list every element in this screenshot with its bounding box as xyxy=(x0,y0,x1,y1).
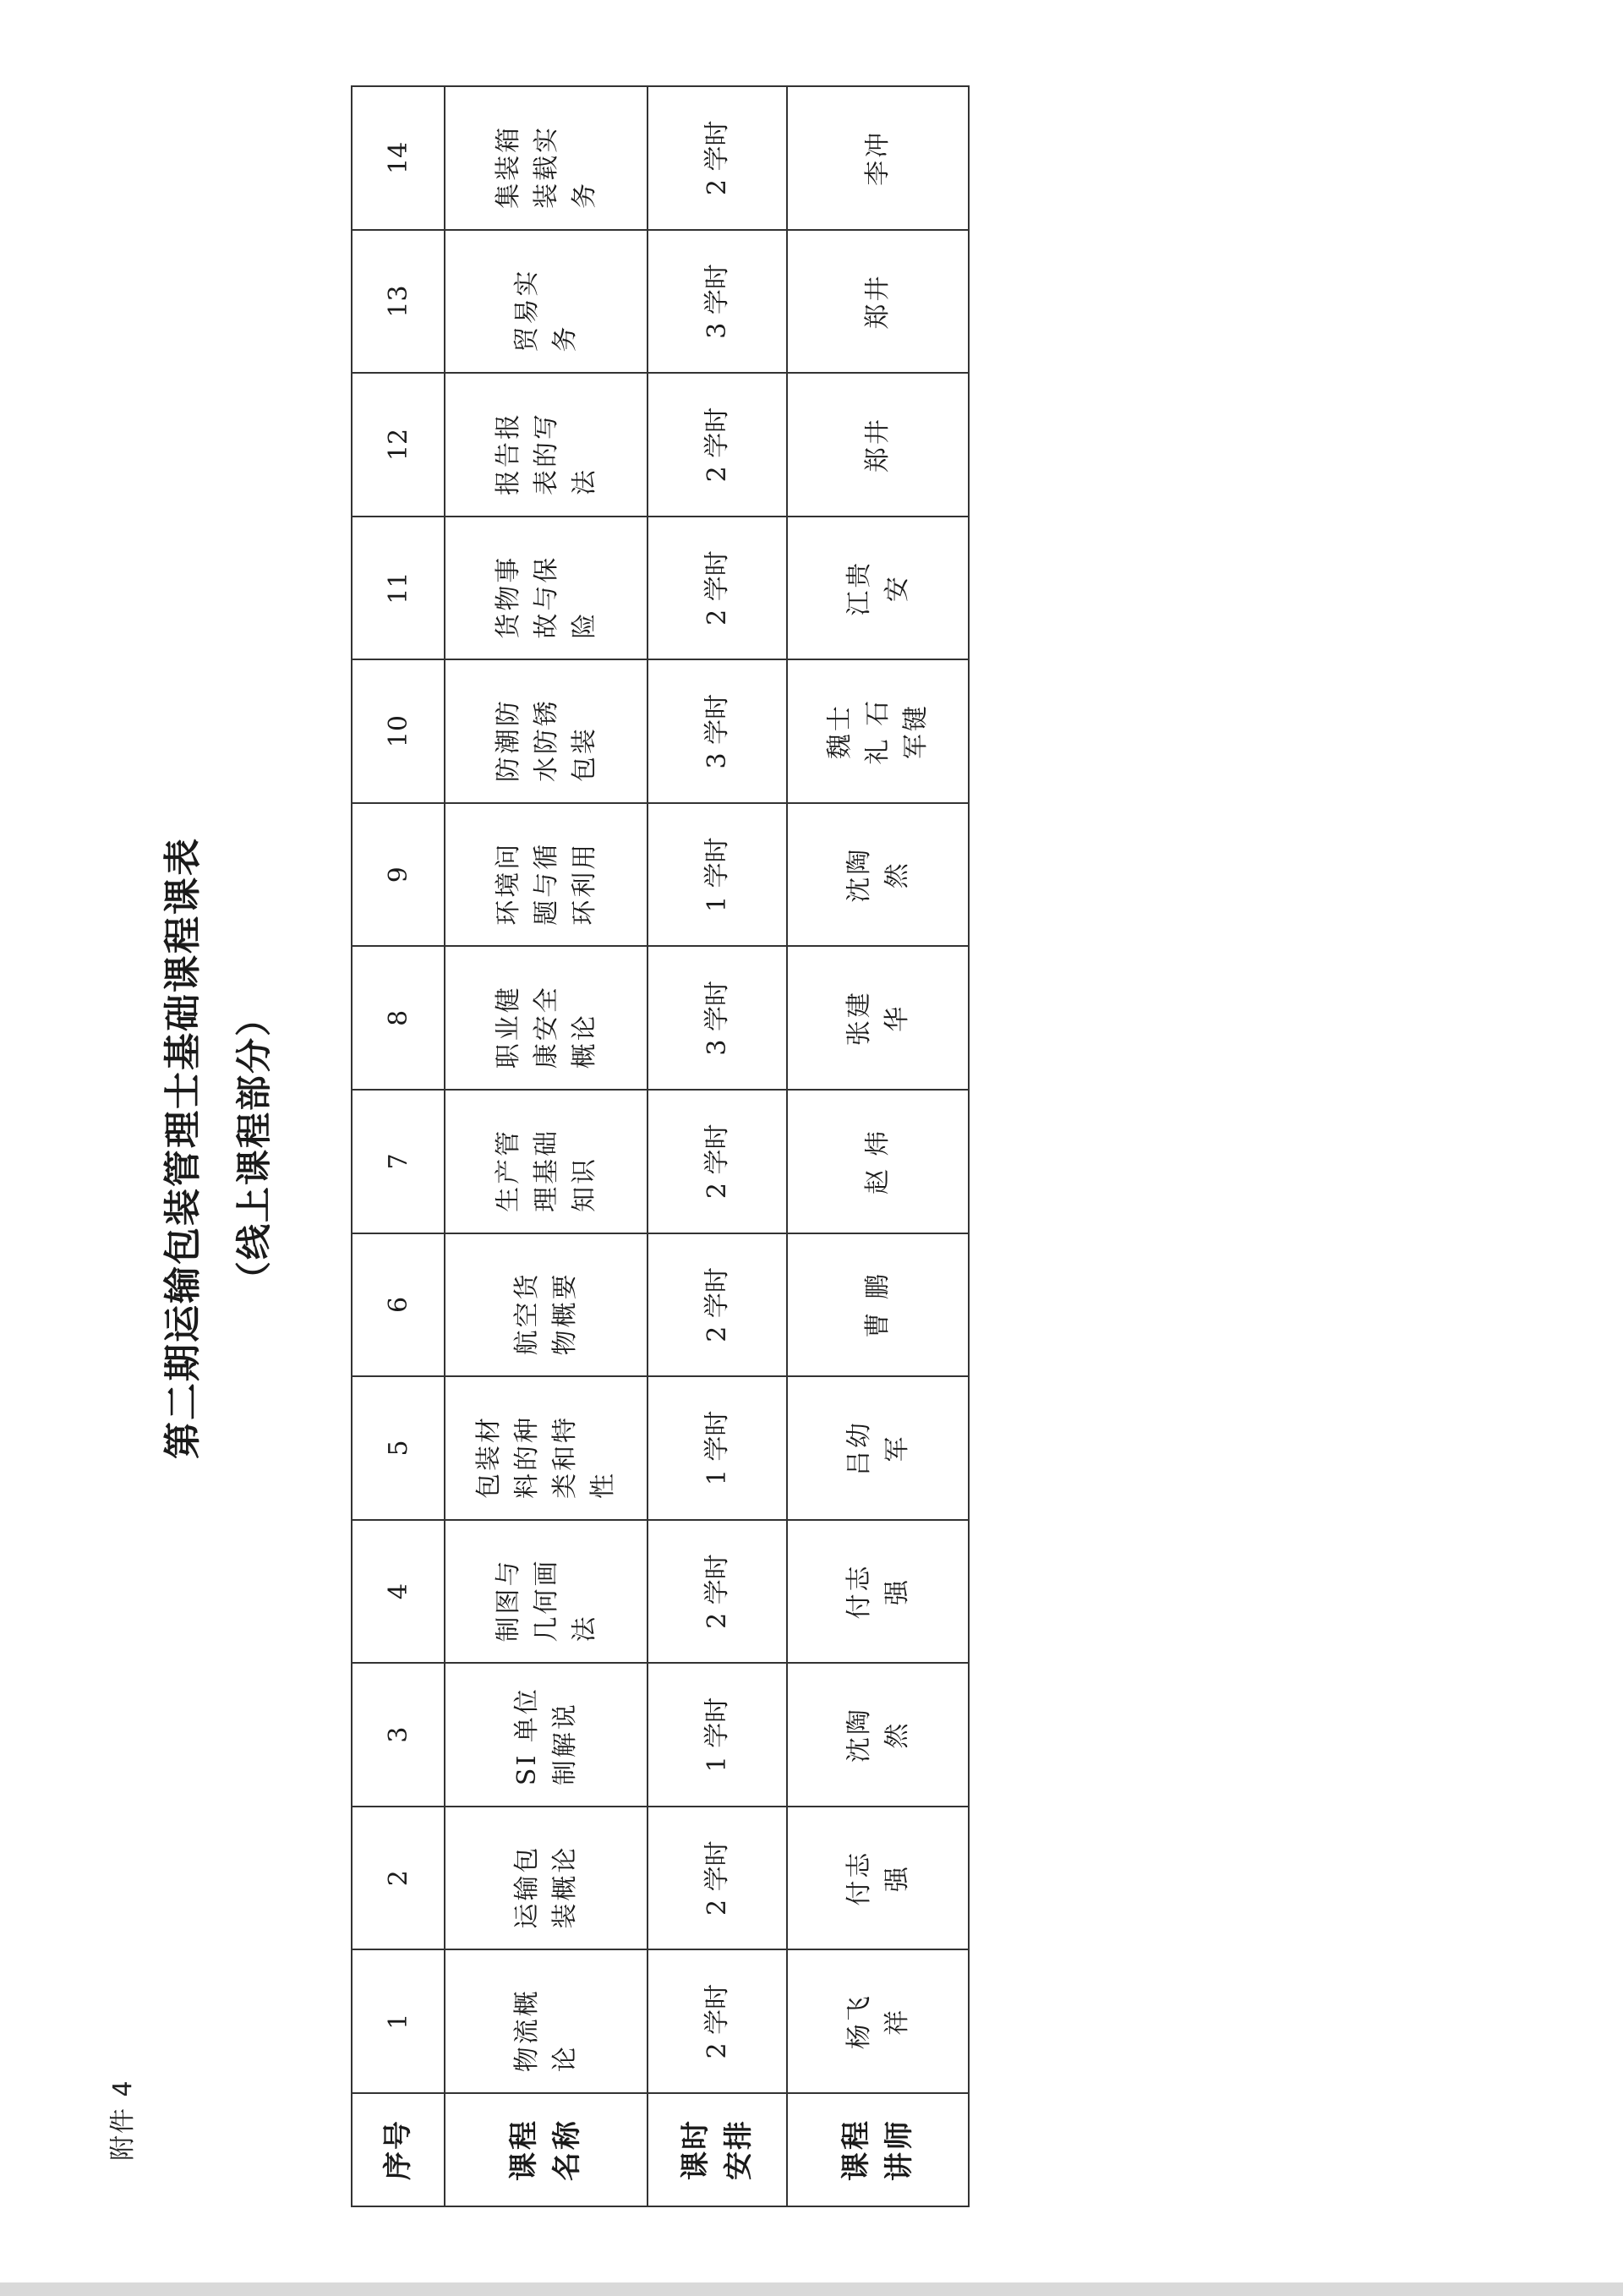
course-name-cell-text: 防潮防水防锈包装 xyxy=(493,698,599,783)
teacher-cell-text: 沈陶然 xyxy=(844,846,912,903)
course-name-cell xyxy=(445,1520,648,1664)
number-cell: 6 xyxy=(352,1233,445,1377)
course-name-cell xyxy=(445,86,648,230)
hours-cell: 2 学时 xyxy=(648,86,787,230)
teacher-cell-text: 郑井 xyxy=(863,273,893,330)
teacher-cell xyxy=(787,1663,969,1807)
row-header-course: 课程名称 xyxy=(445,2093,648,2206)
number-cell: 2 xyxy=(352,1807,445,1950)
hours-cell: 2 学时 xyxy=(648,1090,787,1233)
course-name-cell-text: 运输包装概论 xyxy=(512,1845,580,1929)
course-name-cell-text: 航空货物概要 xyxy=(512,1271,580,1356)
row-header-teacher: 课程讲师 xyxy=(787,2093,969,2206)
course-name-cell xyxy=(445,373,648,517)
course-name-cell xyxy=(445,1807,648,1950)
scan-edge xyxy=(0,2282,1623,2296)
row-header-hours: 课时安排 xyxy=(648,2093,787,2206)
course-name-cell-text: 包装材料的种类和特性 xyxy=(474,1414,618,1499)
teacher-cell xyxy=(787,1090,969,1233)
hours-cell: 3 学时 xyxy=(648,230,787,374)
teacher-cell-text: 魏士礼 石军键 xyxy=(825,697,931,765)
row-number xyxy=(352,86,445,2206)
course-name-cell xyxy=(445,1376,648,1520)
row-course-name xyxy=(445,86,648,2206)
attachment-label: 附件 4 xyxy=(108,2079,138,2161)
course-name-cell xyxy=(445,1949,648,2093)
teacher-cell-text: 吕幼军 xyxy=(844,1419,912,1476)
teacher-cell xyxy=(787,230,969,374)
teacher-cell xyxy=(787,803,969,947)
row-hours xyxy=(648,86,787,2206)
teacher-cell-text: 杨飞祥 xyxy=(844,1993,912,2050)
course-name-cell-text: 货物事故与保险 xyxy=(493,555,599,639)
page-title: 第二期运输包装管理士基础课程课表 xyxy=(161,837,205,1459)
number-cell: 8 xyxy=(352,947,445,1091)
number-cell: 13 xyxy=(352,230,445,374)
course-name-cell-text: 贸易实务 xyxy=(512,268,580,353)
hours-cell: 2 学时 xyxy=(648,1807,787,1950)
course-name-cell xyxy=(445,803,648,947)
teacher-cell-text: 曹 鹏 xyxy=(863,1271,893,1338)
hours-cell: 3 学时 xyxy=(648,659,787,803)
teacher-cell xyxy=(787,1376,969,1520)
hours-cell: 2 学时 xyxy=(648,373,787,517)
teacher-cell xyxy=(787,1520,969,1664)
course-name-cell-text: 集装箱装载实务 xyxy=(493,124,599,209)
teacher-cell-text: 李冲 xyxy=(863,129,893,186)
course-name-cell xyxy=(445,1233,648,1377)
number-cell: 5 xyxy=(352,1376,445,1520)
row-teacher xyxy=(787,86,969,2206)
teacher-cell-text: 江贵安 xyxy=(844,560,912,616)
number-cell: 14 xyxy=(352,86,445,230)
course-name-cell-text: 环境问题与循环利用 xyxy=(493,841,599,926)
hours-cell: 1 学时 xyxy=(648,803,787,947)
teacher-cell-text: 付志强 xyxy=(844,1563,912,1620)
course-name-cell-text: 职业健康安全概论 xyxy=(493,985,599,1069)
teacher-cell-text: 付志强 xyxy=(844,1850,912,1906)
hours-cell: 2 学时 xyxy=(648,1949,787,2093)
hours-cell: 3 学时 xyxy=(648,947,787,1091)
teacher-cell-text: 沈陶然 xyxy=(844,1707,912,1763)
hours-cell: 1 学时 xyxy=(648,1376,787,1520)
row-header-number: 序号 xyxy=(352,2093,445,2206)
hours-cell: 2 学时 xyxy=(648,517,787,660)
teacher-cell-text: 张建华 xyxy=(844,990,912,1047)
course-name-cell-text: 物流概论 xyxy=(512,1988,580,2073)
teacher-cell xyxy=(787,1233,969,1377)
number-cell: 12 xyxy=(352,373,445,517)
course-name-cell-text: 生产管理基础知识 xyxy=(493,1128,599,1212)
course-name-cell-text: 报告报表的写法 xyxy=(493,412,599,496)
teacher-cell xyxy=(787,1807,969,1950)
course-name-cell xyxy=(445,1090,648,1233)
page-subtitle: （线上课程部分） xyxy=(233,999,275,1298)
number-cell: 7 xyxy=(352,1090,445,1233)
course-name-cell xyxy=(445,659,648,803)
course-name-cell xyxy=(445,947,648,1091)
course-name-cell-text: SI 单位制解说 xyxy=(512,1686,580,1786)
teacher-cell xyxy=(787,659,969,803)
number-cell: 1 xyxy=(352,1949,445,2093)
teacher-cell xyxy=(787,86,969,230)
course-name-cell xyxy=(445,517,648,660)
schedule-table xyxy=(351,85,970,2207)
number-cell: 4 xyxy=(352,1520,445,1664)
hours-cell: 2 学时 xyxy=(648,1233,787,1377)
course-name-cell-text: 制图与几何画法 xyxy=(493,1558,599,1643)
course-name-cell xyxy=(445,1663,648,1807)
teacher-cell-text: 赵 炜 xyxy=(863,1128,893,1195)
hours-cell: 2 学时 xyxy=(648,1520,787,1664)
teacher-cell xyxy=(787,373,969,517)
teacher-cell xyxy=(787,1949,969,2093)
number-cell: 9 xyxy=(352,803,445,947)
number-cell: 11 xyxy=(352,517,445,660)
hours-cell: 1 学时 xyxy=(648,1663,787,1807)
course-name-cell xyxy=(445,230,648,374)
teacher-cell-text: 郑井 xyxy=(863,417,893,473)
teacher-cell xyxy=(787,947,969,1091)
number-cell: 10 xyxy=(352,659,445,803)
number-cell: 3 xyxy=(352,1663,445,1807)
teacher-cell xyxy=(787,517,969,660)
